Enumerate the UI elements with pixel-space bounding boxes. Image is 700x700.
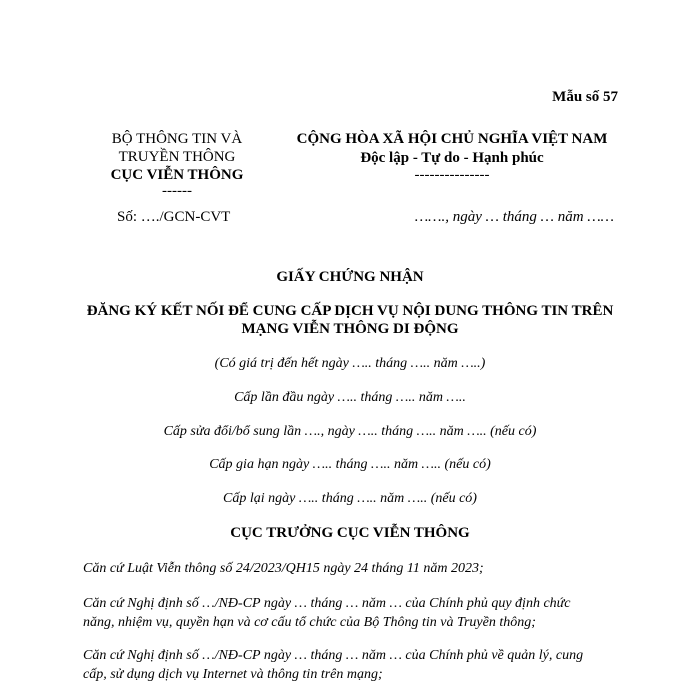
right-header: [272, 130, 632, 182]
country-name: CỘNG HÒA XÃ HỘI CHỦ NGHĨA VIỆT NAM: [296, 131, 608, 147]
legal-basis-2: [83, 594, 571, 632]
certificate-subtitle: [60, 302, 640, 338]
reissue-line: Cấp lại ngày ….. tháng ….. năm ….. (nếu có): [223, 491, 477, 506]
department-name: CỤC VIỄN THÔNG: [110, 167, 244, 183]
legal-basis-2-line-1: Căn cứ Nghị định số …/NĐ-CP ngày … tháng … năm … của Chính phủ quy định chức: [83, 596, 571, 611]
place-date: ……., ngày … tháng … năm ……: [414, 209, 614, 225]
legal-basis-3: [83, 646, 583, 684]
form-number: Mẫu số 57: [552, 89, 618, 105]
legal-basis-3-line-2: cấp, sử dụng dịch vụ Internet và thông tin trên mạng;: [83, 667, 383, 682]
subtitle-line-1: ĐĂNG KÝ KẾT NỐI ĐỂ CUNG CẤP DỊCH VỤ NỘI DUNG THÔNG TIN TRÊN: [86, 303, 614, 319]
first-issue-line: Cấp lần đầu ngày ….. tháng ….. năm …..: [234, 390, 466, 405]
legal-basis-3-line-1: Căn cứ Nghị định số …/NĐ-CP ngày … tháng … năm … của Chính phủ về quản lý, cung: [83, 648, 584, 663]
subtitle-line-2: MẠNG VIỄN THÔNG DI ĐỘNG: [241, 321, 459, 337]
amendment-line: Cấp sửa đổi/bổ sung lần …., ngày ….. tháng ….. năm ….. (nếu có): [163, 424, 537, 439]
certificate-title: GIẤY CHỨNG NHẬN: [276, 269, 424, 285]
authority-heading: CỤC TRƯỞNG CỤC VIỄN THÔNG: [230, 525, 470, 541]
ministry-line-2: TRUYỀN THÔNG: [118, 149, 236, 165]
left-header: [92, 130, 262, 198]
extension-line: Cấp gia hạn ngày ….. tháng ….. năm ….. (nếu có): [209, 457, 491, 472]
validity-line: (Có giá trị đến hết ngày ….. tháng ….. năm …..): [214, 356, 486, 371]
legal-basis-2-line-2: năng, nhiệm vụ, quyền hạn và cơ cấu tổ chức của Bộ Thông tin và Truyền thông;: [83, 615, 536, 630]
national-motto: Độc lập - Tự do - Hạnh phúc: [360, 150, 544, 166]
left-divider: ------: [162, 183, 192, 199]
right-divider: ---------------: [414, 167, 490, 183]
legal-basis-1: Căn cứ Luật Viễn thông số 24/2023/QH15 ngày 24 tháng 11 năm 2023;: [83, 561, 484, 576]
ministry-line-1: BỘ THÔNG TIN VÀ: [111, 131, 243, 147]
document-number: Số: …./GCN-CVT: [117, 209, 231, 225]
